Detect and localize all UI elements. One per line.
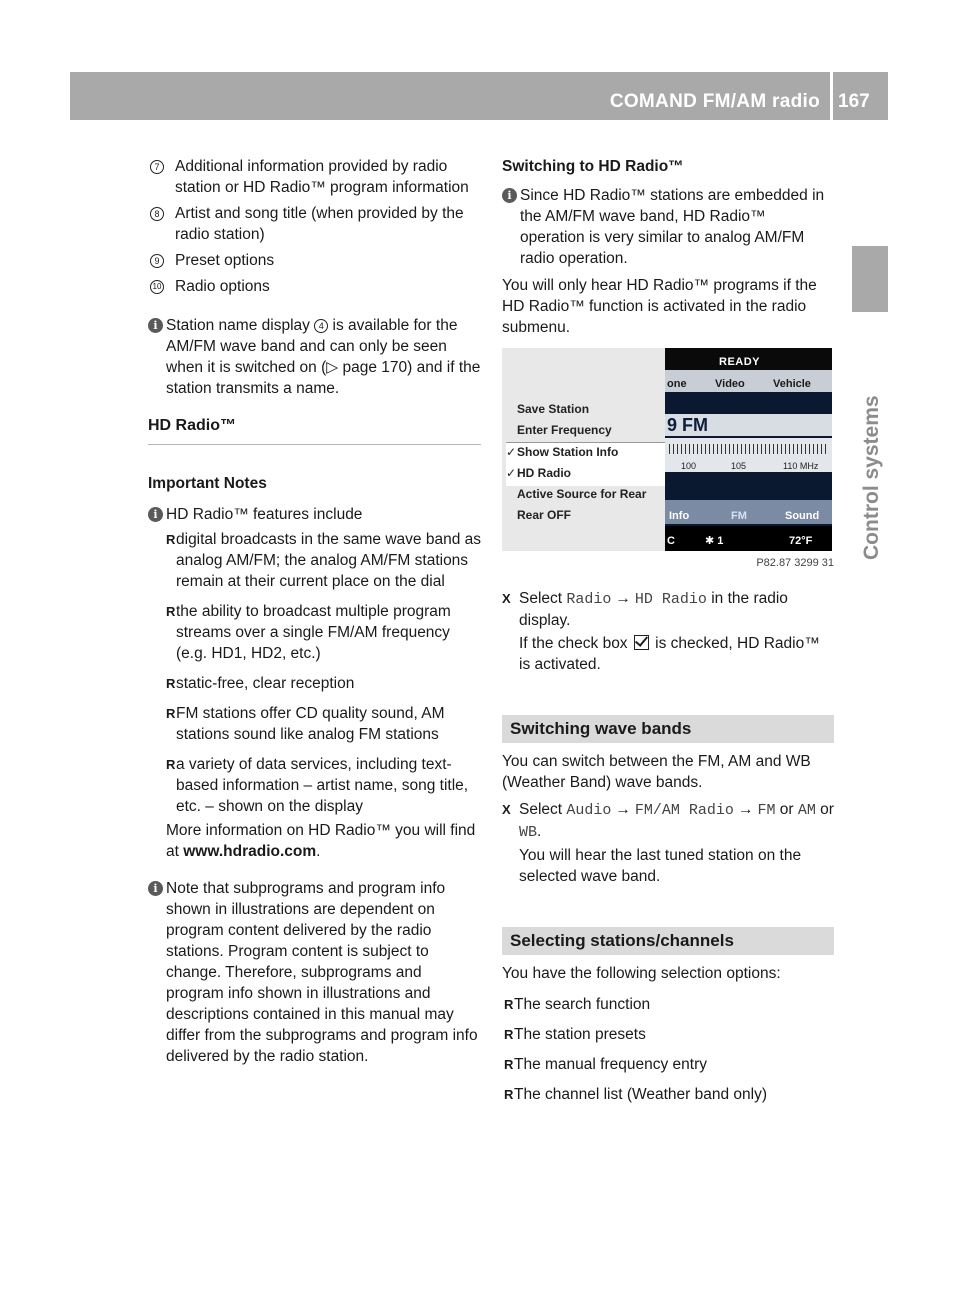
legend-number-badge: 10 (150, 280, 164, 294)
subheading-switching-hd: Switching to HD Radio™ (502, 158, 684, 175)
section-side-label: Control systems (860, 395, 883, 560)
list-item (166, 529, 481, 592)
header-divider (830, 72, 833, 120)
menu-item-enter-frequency[interactable]: Enter Frequency (517, 423, 612, 437)
legend-number-badge: 8 (150, 207, 164, 221)
station-name-note (148, 315, 481, 399)
frequency-display: 9 FM (667, 415, 709, 435)
legend-text: Preset options (175, 252, 275, 269)
step-text: or (815, 801, 834, 818)
features-note (148, 504, 481, 525)
list-item-text: The search function (514, 996, 651, 1013)
frequency-scale (665, 438, 832, 472)
list-item (504, 1024, 834, 1045)
list-item-text: digital broadcasts in the same wave band as analog AM/FM; the analog AM/FM stations remain at their current place on the dial (176, 531, 482, 590)
menu-path-am: AM (797, 802, 816, 819)
note-text: Note that subprograms and program info shown in illustrations are dependent on program content delivered by the radio stations. Program content is subject to change. Therefore, subprograms and program info shown in illustrations and descriptions contained in this manual may differ from the subprograms and program info delivered by the radio station. (166, 880, 478, 1065)
step-text: . (537, 823, 542, 840)
note-text: Station name display (166, 317, 315, 334)
legend-number-badge: 9 (150, 254, 164, 268)
list-item-text: FM stations offer CD quality sound, AM stations sound like analog FM stations (176, 705, 445, 743)
left-column (148, 156, 481, 1077)
legend-text: Artist and song title (when provided by the radio station) (175, 205, 464, 243)
arrow-icon: → (615, 590, 631, 607)
temperature: 72°F (789, 535, 813, 547)
menu-check-hd-radio (506, 465, 516, 481)
step-marker-icon: X (502, 591, 511, 606)
features-list (166, 529, 481, 817)
check-icon: ✓ (506, 445, 517, 459)
note-text: and if the station transmits a name. (166, 359, 481, 397)
legend-text: Additional information provided by radio station or HD Radio™ program information (175, 158, 469, 196)
select-wave-band-step (502, 799, 834, 843)
list-item (504, 1084, 834, 1105)
step-text: Select (519, 590, 567, 607)
scale-label: 105 (731, 461, 747, 471)
list-item (504, 994, 834, 1015)
status-bar (665, 348, 832, 370)
section-heading-switching-wave-bands: Switching wave bands (502, 715, 834, 743)
menu-check-show-station-info (506, 444, 516, 460)
legend-item (148, 250, 481, 271)
menu-item-active-source-rear[interactable]: Active Source for Rear (517, 487, 647, 501)
frequency-band (665, 414, 832, 436)
bullet-icon: R (166, 757, 176, 772)
step-text: is checked, HD Radio™ is activated. (519, 635, 820, 673)
embedded-note (502, 185, 834, 269)
step-text: in the radio display. (519, 590, 788, 629)
list-item (504, 1054, 834, 1075)
info-icon: i (148, 318, 163, 333)
arrow-icon: → (615, 801, 631, 818)
menu-path-hd-radio: HD Radio (634, 591, 707, 608)
menu-item-save-station[interactable]: Save Station (517, 402, 590, 416)
step-text: Select (519, 801, 567, 818)
section-heading-selecting-stations: Selecting stations/channels (502, 927, 834, 955)
section-rule (148, 444, 481, 445)
more-info-period: . (316, 843, 321, 860)
checkbox-checked-icon (634, 635, 649, 650)
menu-item-rear-off[interactable]: Rear OFF (517, 508, 572, 522)
step-text: If the check box (519, 635, 632, 652)
page-number: 167 (838, 91, 870, 112)
side-tab-marker (852, 246, 888, 312)
legend-item (148, 203, 481, 245)
list-item-text: The station presets (514, 1026, 646, 1043)
bullet-icon: R (504, 1027, 514, 1042)
hdradio-link[interactable]: www.hdradio.com (183, 843, 317, 860)
tab-video[interactable]: Video (715, 378, 745, 390)
wave-intro-paragraph: You can switch between the FM, AM and WB (Weather Band) wave bands. (502, 753, 811, 791)
bottom-tabs (665, 500, 832, 524)
subprogram-note (148, 878, 481, 1067)
info-icon: i (148, 881, 163, 896)
figure-caption: P82.87 3299 31 (756, 557, 834, 569)
bullet-icon: R (166, 676, 176, 691)
list-item (166, 754, 481, 817)
step-marker-icon: X (502, 802, 511, 817)
section-heading-hd-radio: HD Radio™ (148, 417, 236, 434)
menu-item-hd-radio[interactable]: HD Radio (517, 466, 571, 480)
note-text: Since HD Radio™ stations are embedded in the AM/FM wave band, HD Radio™ operation is very similar to analog AM/FM radio operation. (520, 187, 825, 267)
tab-phone[interactable]: one (667, 378, 687, 390)
menu-path-fm-am-radio: FM/AM Radio (634, 802, 734, 819)
more-info-text: More information on HD Radio™ you will find at (166, 822, 476, 860)
arrow-icon: → (737, 801, 754, 818)
tab-sound[interactable]: Sound (785, 510, 820, 522)
list-item (166, 673, 481, 694)
status-text: C (667, 535, 675, 547)
tab-info[interactable]: Info (669, 510, 690, 522)
top-tabs (665, 370, 832, 392)
page-ref-triangle-icon: ▷ (326, 359, 339, 376)
page-title: COMAND FM/AM radio (609, 91, 820, 112)
bullet-icon: R (504, 997, 514, 1012)
radio-submenu (502, 348, 665, 551)
list-item-text: the ability to broadcast multiple program streams over a single FM/AM frequency (e.g. HD1, HD2, etc.) (176, 603, 451, 662)
only-hear-paragraph: You will only hear HD Radio™ programs if the HD Radio™ function is activated in the radio submenu. (502, 277, 817, 336)
right-column (502, 156, 834, 1114)
menu-path-audio: Audio (566, 802, 612, 819)
scale-label: 100 (681, 461, 697, 471)
climate-status-bar (665, 526, 832, 551)
info-icon: i (148, 507, 163, 522)
checkbox-explanation (502, 633, 834, 675)
legend-number-badge: 7 (150, 160, 164, 174)
bullet-icon: R (504, 1057, 514, 1072)
ready-status: READY (719, 356, 761, 368)
menu-path-fm: FM (757, 802, 776, 819)
tab-vehicle[interactable]: Vehicle (773, 378, 811, 390)
menu-item-show-station-info[interactable]: Show Station Info (517, 445, 619, 459)
legend-text: Radio options (175, 278, 270, 295)
select-hd-radio-step (502, 588, 834, 631)
selection-options-list (504, 994, 834, 1105)
stations-intro-paragraph: You have the following selection options: (502, 965, 781, 982)
list-item-text: The manual frequency entry (514, 1056, 707, 1073)
legend-item (148, 156, 481, 198)
reference-badge: 4 (314, 319, 328, 333)
note-text: is available for the AM/FM wave band and can only be seen when it is switched on ( (166, 317, 458, 376)
bullet-icon: R (166, 604, 176, 619)
fan-level: ✱ 1 (705, 535, 724, 547)
list-item-text: static-free, clear reception (176, 675, 355, 692)
subheading-important-notes: Important Notes (148, 475, 267, 492)
scale-ticks (669, 444, 829, 454)
list-item (166, 601, 481, 664)
check-icon: ✓ (506, 466, 517, 480)
menu-path-radio: Radio (566, 591, 612, 608)
radio-display-panel (665, 348, 832, 551)
list-item-text: The channel list (Weather band only) (514, 1086, 768, 1103)
scale-label: 110 MHz (783, 461, 819, 471)
list-item-text: a variety of data services, including text-based information – artist name, song title, etc. – shown on the display (176, 756, 469, 815)
bullet-icon: R (166, 706, 176, 721)
wave-result: You will hear the last tuned station on the selected wave band. (519, 847, 802, 885)
info-icon: i (502, 188, 517, 203)
features-intro: HD Radio™ features include (166, 506, 363, 523)
tab-fm[interactable]: FM (731, 510, 747, 522)
bullet-icon: R (504, 1087, 514, 1102)
page-reference-link[interactable]: page 170) (338, 359, 413, 376)
legend-item (148, 276, 481, 297)
more-info-paragraph (148, 820, 481, 862)
list-item (166, 703, 481, 745)
radio-menu-screenshot (502, 348, 832, 551)
menu-path-wb: WB (519, 824, 538, 841)
bullet-icon: R (166, 532, 176, 547)
step-text: or (775, 801, 798, 818)
